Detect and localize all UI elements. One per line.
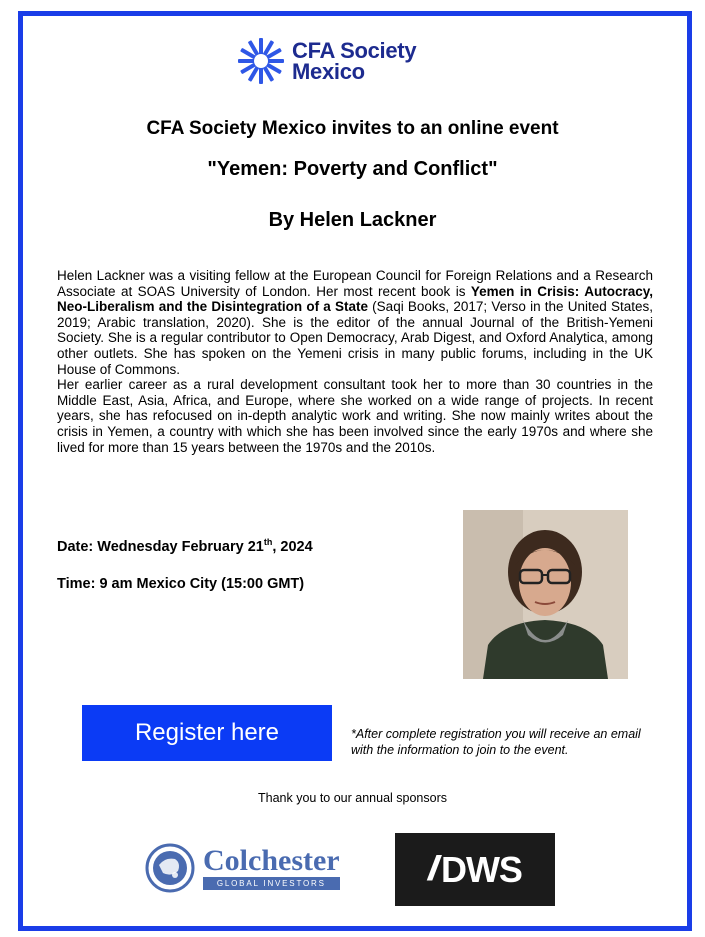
- register-button[interactable]: Register here: [82, 705, 332, 761]
- colchester-globe-icon: [145, 843, 195, 893]
- registration-note: *After complete registration you will receive an email with the information to join to the event.: [351, 727, 641, 757]
- date-text: Date: Wednesday February 21: [57, 538, 264, 555]
- cfa-logo-line2: Mexico: [292, 59, 365, 84]
- book-title: Yemen in Crisis: Autocracy, Neo-Liberalism and the Disintegration of a State: [57, 283, 654, 315]
- bio-text: (Saqi Books, 2017; Verso in the United States, 2019; Arabic translation, 2020). She is the editor of the annual Journal of the British-Yemeni Society. She is a regular contributor to Open Democracy, Arab Digest, and Oxford Analytica, among other outlets. She has spoken on the Yemeni crisis in many public forums, including in the UK House of Commons.: [57, 299, 653, 377]
- bio-paragraph-2: Her earlier career as a rural development consultant took her to more than 30 countries in the Middle East, Asia, Africa, and Europe, where she worked on a wide range of projects. In recent years, she has refocused on in-depth analytic work and writing. She now mainly writes about the crisis in Yemen, a country with which she has been involved since the early 1970s and where she lived for more than 15 years between the 1970s and the 2010s.: [57, 377, 653, 455]
- bio-text: Helen Lackner was a visiting fellow at the European Council for Foreign Relations and a Research Associate at SOAS University of London. Her most recent book is: [57, 268, 653, 299]
- cfa-logo-line1: CFA Society: [292, 38, 417, 63]
- bio-paragraph-1: [57, 268, 653, 377]
- event-title: "Yemen: Poverty and Conflict": [207, 158, 498, 180]
- dws-slash-mark: //: [428, 850, 431, 888]
- cfa-globe-icon: [236, 36, 286, 86]
- colchester-name: Colchester: [203, 843, 340, 877]
- event-date: [57, 537, 313, 555]
- cfa-logo: [236, 36, 416, 86]
- date-ordinal: th: [263, 537, 273, 547]
- speaker-portrait-image: [463, 510, 628, 679]
- dws-name: DWS: [440, 848, 522, 890]
- colchester-subtitle: GLOBAL INVESTORS: [203, 877, 340, 890]
- headline: CFA Society Mexico invites to an online event: [146, 118, 559, 139]
- sponsors-thanks: Thank you to our annual sponsors: [257, 791, 447, 805]
- colchester-logo: [145, 843, 340, 893]
- speaker-bio: [57, 268, 653, 455]
- date-year: , 2024: [272, 538, 313, 555]
- event-time: Time: 9 am Mexico City (15:00 GMT): [57, 576, 305, 592]
- speaker-photo: [463, 510, 628, 679]
- cfa-logo-text: [292, 40, 416, 82]
- speaker-line: By Helen Lackner: [268, 209, 437, 231]
- dws-logo: [395, 833, 555, 906]
